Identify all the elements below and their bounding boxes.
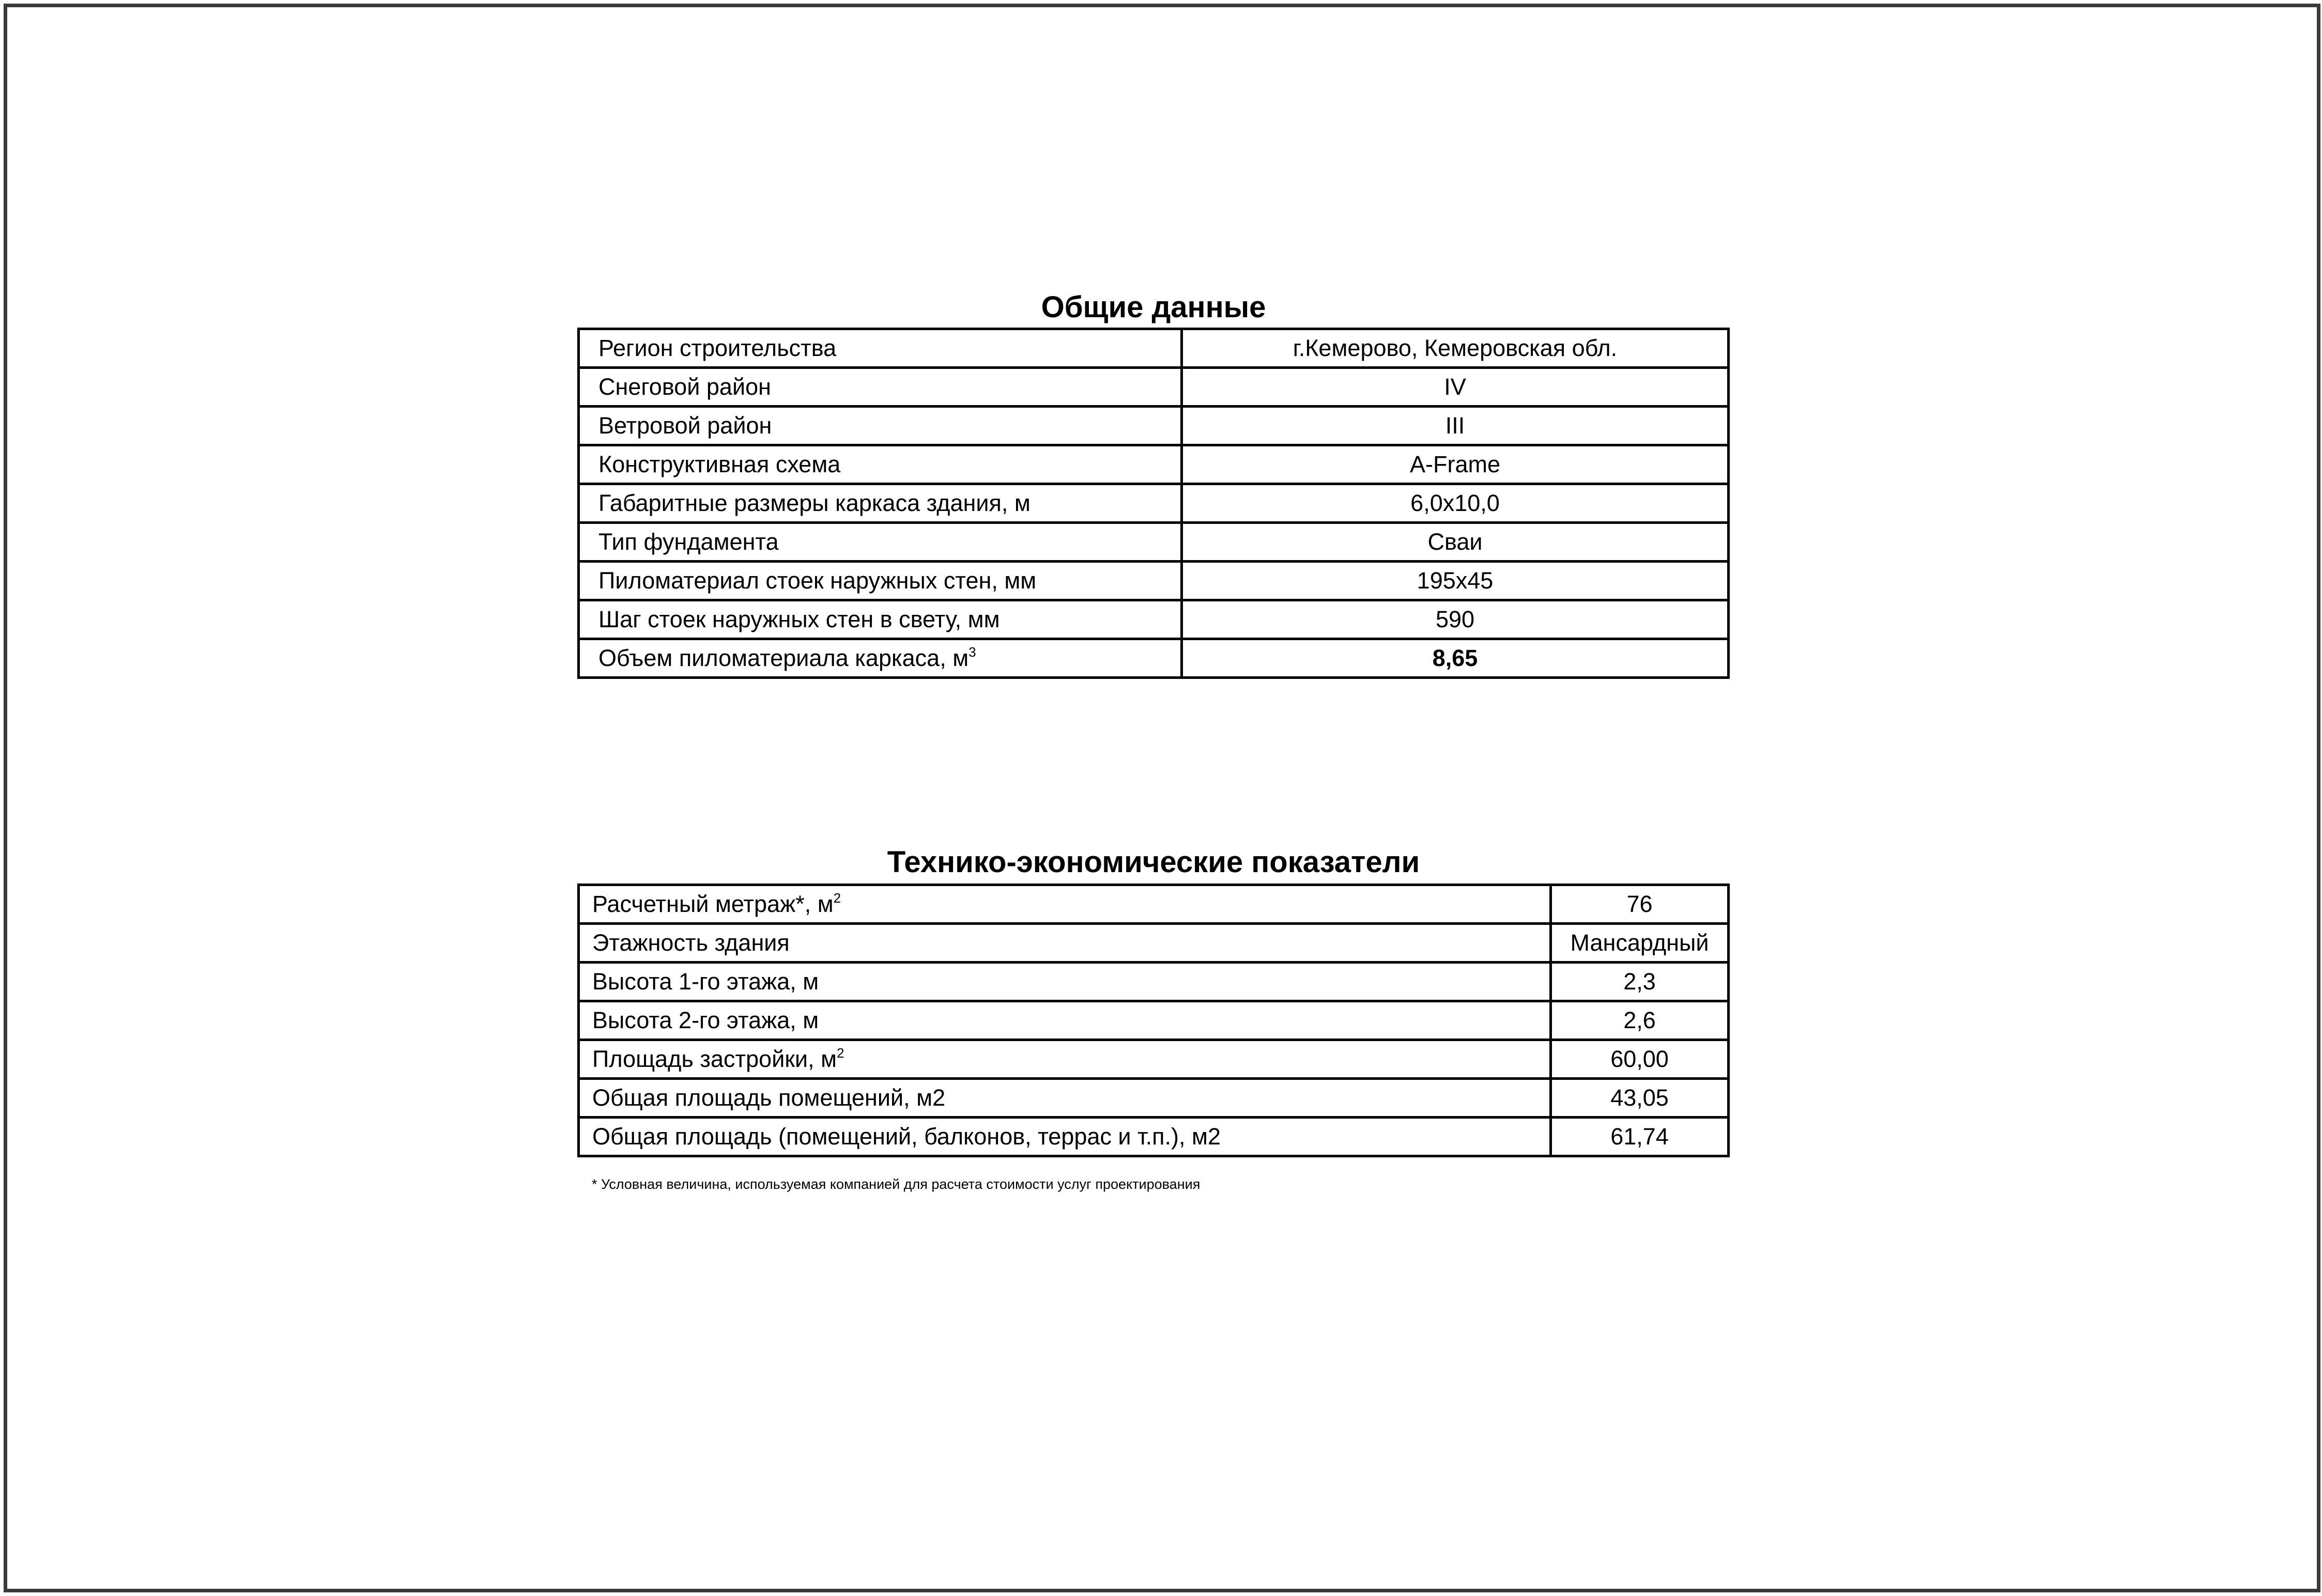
row-value: г.Кемерово, Кемеровская обл.: [1182, 329, 1729, 368]
table-row: [579, 1001, 1729, 1040]
table-row: [579, 963, 1729, 1001]
row-value: 195x45: [1182, 562, 1729, 600]
row-label: Общая площадь помещений, м2: [579, 1079, 1551, 1118]
general-data-table: [577, 328, 1730, 679]
row-label: Высота 2-го этажа, м: [579, 1001, 1551, 1040]
table-row: [579, 1079, 1729, 1118]
row-value: Мансардный: [1551, 924, 1729, 963]
row-value: 590: [1182, 600, 1729, 639]
row-label: Габаритные размеры каркаса здания, м: [579, 484, 1182, 523]
row-value: III: [1182, 407, 1729, 445]
row-label: Ветровой район: [579, 407, 1182, 445]
row-value: 2,6: [1551, 1001, 1729, 1040]
row-label: [579, 885, 1551, 924]
row-value: Сваи: [1182, 523, 1729, 562]
label-text: Объем пиломатериала каркаса, м: [598, 645, 969, 671]
technical-indicators-title: Технико-экономические показатели: [887, 845, 1420, 879]
row-value: 76: [1551, 885, 1729, 924]
row-label: Этажность здания: [579, 924, 1551, 963]
footnote: * Условная величина, используемая компанией для расчета стоимости услуг проектирования: [592, 1176, 1201, 1192]
general-data-title: Общие данные: [1041, 290, 1266, 324]
row-label: Шаг стоек наружных стен в свету, мм: [579, 600, 1182, 639]
row-value: 8,65: [1182, 639, 1729, 678]
row-label: Пиломатериал стоек наружных стен, мм: [579, 562, 1182, 600]
table-row: [579, 445, 1729, 484]
row-value: 43,05: [1551, 1079, 1729, 1118]
label-text: Расчетный метраж*, м: [592, 891, 834, 917]
table-row: [579, 1040, 1729, 1079]
table-row: [579, 639, 1729, 678]
unit-superscript: 3: [968, 644, 976, 660]
row-value: 60,00: [1551, 1040, 1729, 1079]
table-row: [579, 1118, 1729, 1156]
table-row: [579, 368, 1729, 407]
row-label: Тип фундамента: [579, 523, 1182, 562]
row-value: A-Frame: [1182, 445, 1729, 484]
table-row: [579, 523, 1729, 562]
row-value: 2,3: [1551, 963, 1729, 1001]
table-row: [579, 484, 1729, 523]
unit-superscript: 2: [837, 1045, 844, 1061]
row-value: 6,0x10,0: [1182, 484, 1729, 523]
technical-indicators-table: [577, 884, 1730, 1157]
row-label: Высота 1-го этажа, м: [579, 963, 1551, 1001]
sheet-frame: [4, 4, 2320, 1592]
table-row: [579, 885, 1729, 924]
row-label: [579, 1040, 1551, 1079]
label-text: Площадь застройки, м: [592, 1046, 837, 1072]
table-row: [579, 562, 1729, 600]
row-label: [579, 639, 1182, 678]
row-label: Конструктивная схема: [579, 445, 1182, 484]
table-row: [579, 407, 1729, 445]
row-label: Снеговой район: [579, 368, 1182, 407]
table-row: [579, 329, 1729, 368]
row-label: Общая площадь (помещений, балконов, террас и т.п.), м2: [579, 1118, 1551, 1156]
table-row: [579, 924, 1729, 963]
row-value: IV: [1182, 368, 1729, 407]
row-label: Регион строительства: [579, 329, 1182, 368]
table-row: [579, 600, 1729, 639]
row-value: 61,74: [1551, 1118, 1729, 1156]
unit-superscript: 2: [833, 890, 841, 906]
